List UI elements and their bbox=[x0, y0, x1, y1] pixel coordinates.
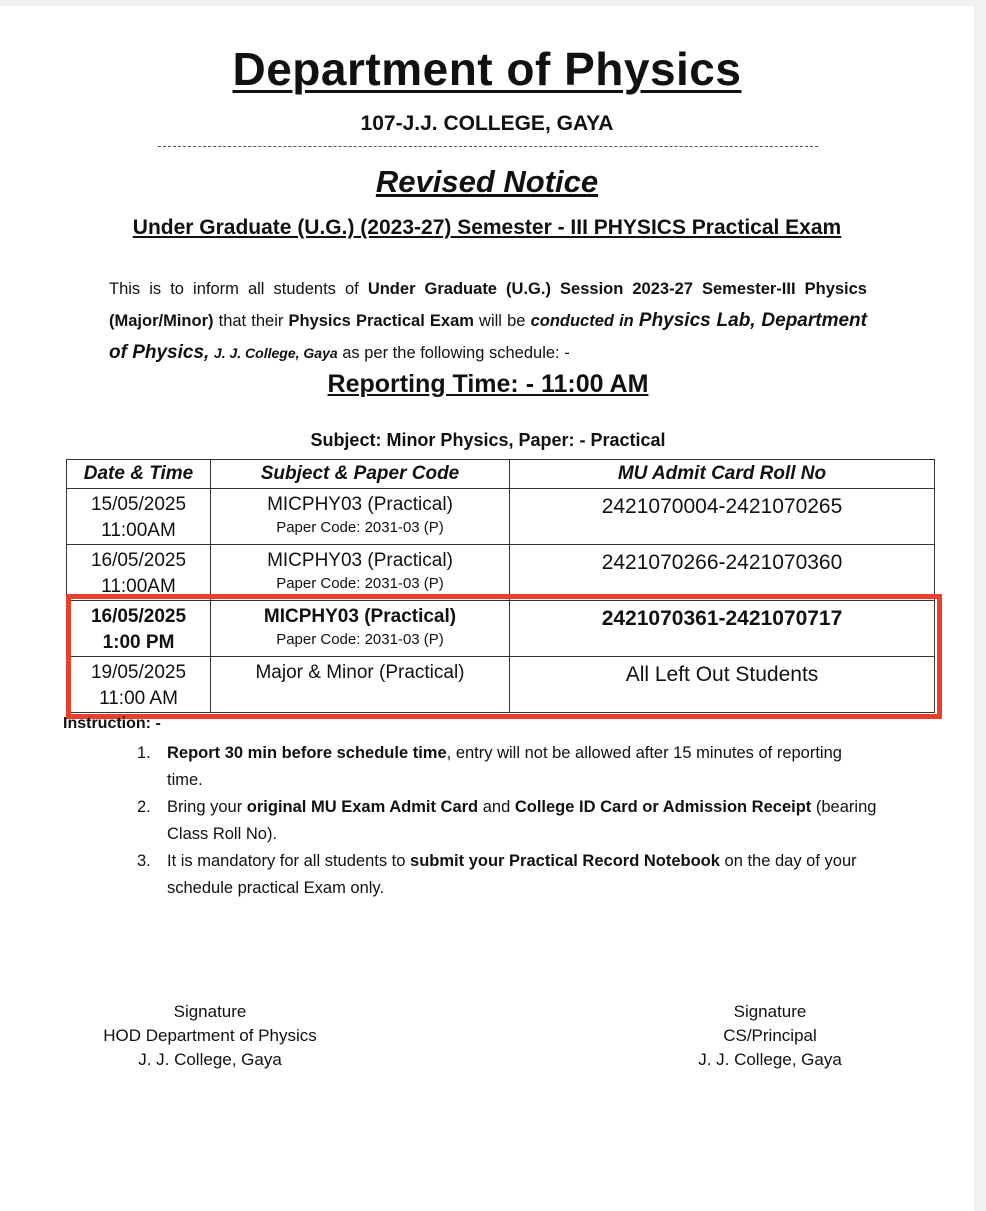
para-venue: Physics Lab, Department of Physics, bbox=[109, 310, 867, 363]
row-subject: Major & Minor (Practical) bbox=[255, 662, 465, 683]
notice-page bbox=[0, 6, 974, 1211]
para-session: Under Graduate (U.G.) Session 2023-27 Semester-III Physics (Major/Minor) bbox=[109, 280, 867, 330]
para-text: This is to inform all students of bbox=[109, 280, 368, 298]
signature-title: HOD Department of Physics bbox=[103, 1026, 317, 1045]
instruction-text: and bbox=[478, 798, 515, 816]
para-college: J. J. College, Gaya bbox=[213, 345, 338, 361]
signature-label: Signature bbox=[733, 1002, 807, 1021]
dashed-divider bbox=[158, 146, 818, 147]
row-time: 11:00AM bbox=[101, 576, 176, 597]
instruction-item bbox=[137, 794, 877, 848]
row-roll: 2421070004-2421070265 bbox=[601, 495, 843, 518]
table-header-row bbox=[67, 460, 935, 489]
signature-label: Signature bbox=[173, 1002, 247, 1021]
instruction-bold: submit your Practical Record Notebook bbox=[410, 852, 720, 870]
instruction-item bbox=[137, 848, 877, 902]
instructions-list bbox=[137, 740, 877, 902]
cell-date-time bbox=[67, 489, 211, 545]
instructions-title: Instruction: - bbox=[63, 715, 161, 732]
para-text: will be bbox=[473, 312, 531, 330]
signature-college: J. J. College, Gaya bbox=[138, 1050, 282, 1069]
row-time: 11:00AM bbox=[101, 520, 176, 541]
instruction-number: 3. bbox=[137, 852, 151, 870]
para-text: as per the following schedule: - bbox=[337, 344, 570, 362]
row-subject: MICPHY03 (Practical) bbox=[267, 494, 453, 515]
row-time: 11:00 AM bbox=[99, 688, 178, 709]
signature-principal bbox=[620, 1000, 920, 1072]
row-date: 16/05/2025 bbox=[90, 550, 187, 571]
table-row bbox=[67, 489, 935, 545]
row-roll: 2421070266-2421070360 bbox=[601, 551, 843, 574]
row-paper-code: Paper Code: 2031-03 (P) bbox=[276, 575, 444, 592]
table-row bbox=[67, 545, 935, 601]
instruction-text: on the day of your schedule practical Exam only. bbox=[167, 852, 857, 897]
instruction-number: 2. bbox=[137, 798, 151, 816]
cell-date-time bbox=[67, 545, 211, 601]
instruction-bold: Report 30 min before schedule time bbox=[167, 744, 447, 762]
instruction-bold: original MU Exam Admit Card bbox=[246, 798, 479, 816]
instruction-text: (bearing Class Roll No). bbox=[167, 798, 877, 843]
signature-title: CS/Principal bbox=[723, 1026, 817, 1045]
row-subject: MICPHY03 (Practical) bbox=[267, 550, 453, 571]
cell-roll bbox=[510, 545, 935, 601]
department-title: Department of Physics bbox=[232, 43, 742, 95]
reporting-time: Reporting Time: - 11:00 AM bbox=[327, 370, 649, 398]
highlight-box bbox=[66, 594, 942, 719]
signature-college: J. J. College, Gaya bbox=[698, 1050, 842, 1069]
row-date: 15/05/2025 bbox=[90, 494, 187, 515]
cell-subject bbox=[211, 545, 510, 601]
row-paper-code: Paper Code: 2031-03 (P) bbox=[276, 519, 444, 536]
notice-subtitle: Under Graduate (U.G.) (2023-27) Semester - III PHYSICS Practical Exam bbox=[132, 216, 842, 239]
college-name: 107-J.J. COLLEGE, GAYA bbox=[360, 112, 614, 135]
instruction-bold: College ID Card or Admission Receipt bbox=[514, 798, 812, 816]
header-subject-code: Subject & Paper Code bbox=[211, 460, 510, 489]
para-exam: Physics Practical Exam bbox=[288, 312, 474, 330]
row-roll: All Left Out Students bbox=[625, 663, 819, 686]
subject-line: Subject: Minor Physics, Paper: - Practical bbox=[310, 430, 666, 450]
instruction-number: 1. bbox=[137, 744, 151, 762]
row-time: 1:00 PM bbox=[102, 632, 175, 653]
row-date: 16/05/2025 bbox=[90, 606, 187, 627]
signature-hod bbox=[60, 1000, 360, 1072]
para-conducted: conducted in bbox=[530, 312, 634, 330]
row-date: 19/05/2025 bbox=[90, 662, 187, 683]
header-roll-no: MU Admit Card Roll No bbox=[510, 460, 935, 489]
instruction-text: Bring your bbox=[167, 798, 247, 816]
instruction-text: , entry will not be allowed after 15 minutes of reporting time. bbox=[167, 744, 842, 789]
cell-subject bbox=[211, 489, 510, 545]
header-date-time: Date & Time bbox=[67, 460, 211, 489]
row-paper-code: Paper Code: 2031-03 (P) bbox=[276, 631, 444, 648]
row-subject: MICPHY03 (Practical) bbox=[263, 606, 457, 627]
para-text: that their bbox=[213, 312, 289, 330]
notice-title: Revised Notice bbox=[375, 164, 599, 199]
instruction-item bbox=[137, 740, 877, 794]
cell-roll bbox=[510, 489, 935, 545]
row-roll: 2421070361-2421070717 bbox=[601, 607, 843, 630]
instruction-text: It is mandatory for all students to bbox=[167, 852, 411, 870]
notice-paragraph bbox=[109, 274, 867, 369]
